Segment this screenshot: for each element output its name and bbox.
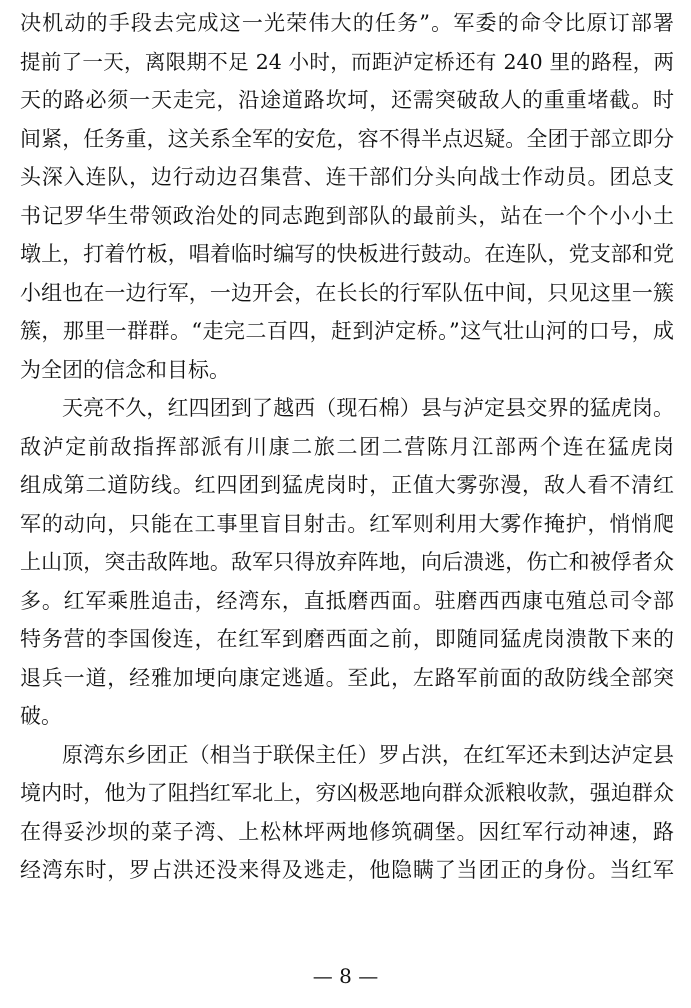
text-line: 书记罗华生带领政治处的同志跑到部队的最前头，站在一个个小小土 [20, 203, 674, 228]
text-line: 提前了一天，离限期不足 24 小时，而距泸定桥还有 240 里的路程，两 [20, 49, 674, 74]
text-line: 多。红军乘胜追击，经湾东，直抵磨西面。驻磨西西康屯殖总司令部 [20, 588, 674, 613]
text-line: 簇，那里一群群。“走完二百四，赶到泸定桥。”这气壮山河的口号，成 [20, 319, 674, 343]
text-line: 境内时，他为了阻挡红军北上，穷凶极恶地向群众派粮收款，强迫群众 [20, 781, 674, 805]
text-line: 头深入连队，边行动边召集营、连干部们分头向战士作动员。团总支 [20, 165, 674, 189]
text-line: 特务营的李国俊连，在红军到磨西面之前，即随同猛虎岗溃散下来的 [20, 627, 674, 651]
text-line: 破。 [20, 704, 62, 728]
text-line: 墩上，打着竹板，唱着临时编写的快板进行鼓动。在连队，党支部和党 [20, 242, 674, 266]
text-line: 决机动的手段去完成这一光荣伟大的任务”。军委的命令比原订部署 [20, 11, 674, 35]
body-text [20, 4, 674, 890]
text-line: 敌泸定前敌指挥部派有川康二旅二团二营陈月江部两个连在猛虎岗 [20, 434, 674, 459]
text-line: 在得妥沙坝的菜子湾、上松林坪两地修筑碉堡。因红军行动神速，路 [20, 819, 674, 844]
text-line: 经湾东时，罗占洪还没来得及逃走，他隐瞒了当团正的身份。当红军 [20, 858, 674, 882]
text-line: 为全团的信念和目标。 [20, 357, 230, 382]
text-line: 上山顶，突击敌阵地。敌军只得放弃阵地，向后溃逃，伤亡和被俘者众 [20, 550, 674, 574]
text-line: 退兵一道，经雅加埂向康定逃遁。至此，左路军前面的敌防线全部突 [20, 665, 674, 690]
text-line: 军的动向，只能在工事里盲目射击。红军则利用大雾作掩护，悄悄爬 [20, 511, 674, 536]
text-line: 天的路必须一天走完，沿途道路坎坷，还需突破敌人的重重堵截。时 [20, 88, 674, 112]
page-number: — 8 — [312, 964, 379, 988]
text-line: 间紧，任务重，这关系全军的安危，容不得半点迟疑。全团于部立即分 [20, 126, 674, 151]
text-line: 天亮不久，红四团到了越西（现石棉）县与泸定县交界的猛虎岗。 [62, 396, 674, 420]
text-line: 小组也在一边行军，一边开会，在长长的行军队伍中间，只见这里一簇 [20, 280, 674, 305]
text-line: 原湾东乡团正（相当于联保主任）罗占洪，在红军还未到达泸定县 [62, 742, 674, 767]
text-line: 组成第二道防线。红四团到猛虎岗时，正值大雾弥漫，敌人看不清红 [20, 473, 674, 497]
